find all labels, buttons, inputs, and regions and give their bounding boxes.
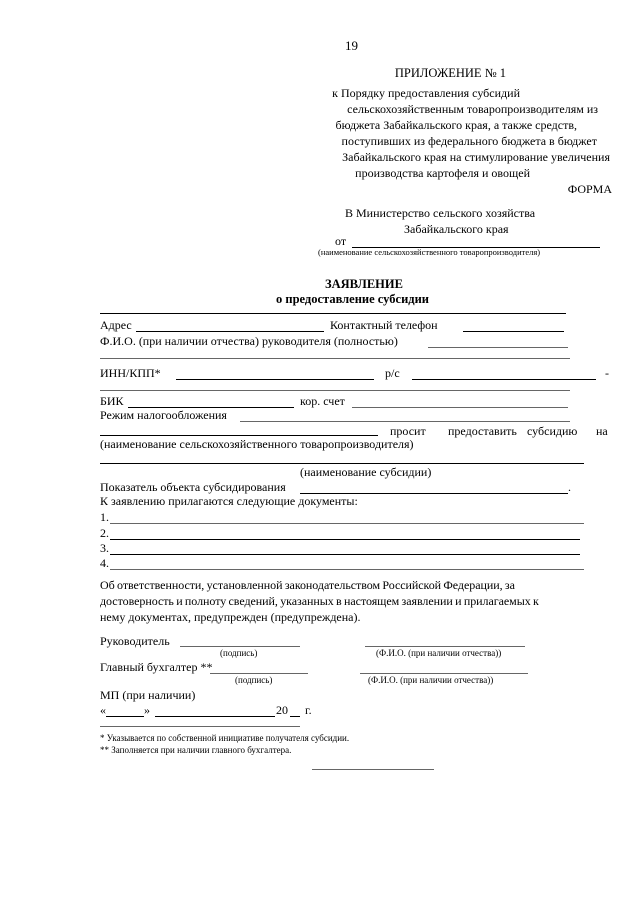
- appendix-title: ПРИЛОЖЕНИЕ № 1: [394, 66, 506, 80]
- date-day-line[interactable]: [106, 716, 144, 717]
- producer-caption: (наименование сельскохозяйственного товаропроизводителя): [100, 437, 414, 451]
- date-close-quote: »: [144, 703, 150, 717]
- corr-line[interactable]: [352, 407, 568, 408]
- doc-4-label: 4.: [100, 556, 109, 570]
- responsibility-line-3: нему документах, предупрежден (предупреждена).: [100, 610, 361, 624]
- tax-label: Режим налогообложения: [100, 408, 227, 422]
- accountant-fio-line[interactable]: [360, 673, 528, 674]
- appendix-line-1: к Порядку предоставления субсидий: [332, 86, 520, 100]
- producer-line[interactable]: [100, 435, 378, 436]
- bik-label: БИК: [100, 394, 124, 408]
- request-word-1: просит: [390, 424, 426, 438]
- head-label: Руководитель: [100, 634, 170, 648]
- responsibility-line-2: достоверность и полноту сведений, указанных в настоящем заявлении и прилагаемых к: [100, 594, 539, 608]
- request-word-4: на: [596, 424, 608, 438]
- head-fio-line[interactable]: [365, 646, 525, 647]
- stamp-label: МП (при наличии): [100, 688, 196, 702]
- indicator-label: Показатель объекта субсидирования: [100, 480, 286, 494]
- addressee-line-2: Забайкальского края: [404, 222, 509, 236]
- appendix-line-4: поступивших из федерального бюджета в бюджет: [341, 134, 597, 148]
- from-label: от: [335, 234, 347, 248]
- address-line[interactable]: [136, 331, 324, 332]
- account-line-2[interactable]: [100, 390, 570, 391]
- inn-line[interactable]: [176, 379, 374, 380]
- head-fio-caption: (Ф.И.О. (при наличии отчества)): [376, 648, 502, 658]
- request-word-2: предоставить: [448, 424, 517, 438]
- date-month-line[interactable]: [155, 716, 275, 717]
- responsibility-line-1: Об ответственности, установленной законодательством Российской Федерации, за: [100, 578, 515, 592]
- page-number: 19: [345, 38, 358, 53]
- account-label: р/с: [385, 366, 400, 380]
- footnote-1: * Указывается по собственной инициативе получателя субсидии.: [100, 733, 350, 743]
- phone-line[interactable]: [463, 331, 564, 332]
- account-line[interactable]: [412, 379, 596, 380]
- accountant-sign-caption: (подпись): [235, 675, 273, 685]
- bottom-line: [312, 769, 434, 770]
- doc-1-label: 1.: [100, 510, 109, 524]
- statement-subtitle: о предоставление субсидии: [276, 292, 429, 306]
- doc-2-line[interactable]: [110, 539, 580, 540]
- corr-label: кор. счет: [300, 394, 345, 408]
- phone-label: Контактный телефон: [330, 318, 438, 332]
- doc-3-line[interactable]: [110, 554, 580, 555]
- attached-label: К заявлению прилагаются следующие документы:: [100, 494, 358, 508]
- inn-label: ИНН/КПП*: [100, 366, 161, 380]
- appendix-line-5: Забайкальского края на стимулирование увеличения: [342, 150, 610, 164]
- head-sign-line[interactable]: [180, 646, 300, 647]
- doc-3-label: 3.: [100, 541, 109, 555]
- address-label: Адрес: [100, 318, 132, 332]
- statement-title: ЗАЯВЛЕНИЕ: [325, 277, 403, 291]
- appendix-line-3: бюджета Забайкальского края, а также средств,: [335, 118, 577, 132]
- footnote-separator: [100, 726, 300, 727]
- head-name-line[interactable]: [428, 347, 568, 348]
- blank-line[interactable]: [100, 313, 566, 314]
- form-label: ФОРМА: [567, 182, 612, 196]
- date-open-quote: «: [100, 703, 106, 717]
- subsidy-line[interactable]: [100, 463, 584, 464]
- head-name-line-2[interactable]: [100, 358, 570, 359]
- request-word-3: субсидию: [527, 424, 578, 438]
- footnote-2: ** Заполняется при наличии главного бухгалтера.: [100, 745, 292, 755]
- appendix-line-6: производства картофеля и овощей: [355, 166, 530, 180]
- date-year-prefix: 20: [276, 703, 288, 717]
- tax-line[interactable]: [240, 421, 570, 422]
- date-year-line[interactable]: [290, 716, 300, 717]
- head-name-label: Ф.И.О. (при наличии отчества) руководителя (полностью): [100, 334, 398, 348]
- account-dash: -: [605, 366, 609, 380]
- from-caption: (наименование сельскохозяйственного товаропроизводителя): [318, 247, 541, 257]
- doc-4-line[interactable]: [110, 569, 584, 570]
- indicator-end: .: [568, 480, 571, 494]
- head-sign-caption: (подпись): [220, 648, 258, 658]
- accountant-label: Главный бухгалтер **: [100, 660, 213, 674]
- accountant-sign-line[interactable]: [210, 673, 308, 674]
- doc-2-label: 2.: [100, 526, 109, 540]
- subsidy-caption: (наименование субсидии): [300, 465, 432, 479]
- accountant-fio-caption: (Ф.И.О. (при наличии отчества)): [368, 675, 494, 685]
- addressee-line-1: В Министерство сельского хозяйства: [345, 206, 536, 220]
- doc-1-line[interactable]: [110, 523, 584, 524]
- appendix-line-2: сельскохозяйственным товаропроизводителям из: [347, 102, 598, 116]
- date-year-suffix: г.: [305, 703, 312, 717]
